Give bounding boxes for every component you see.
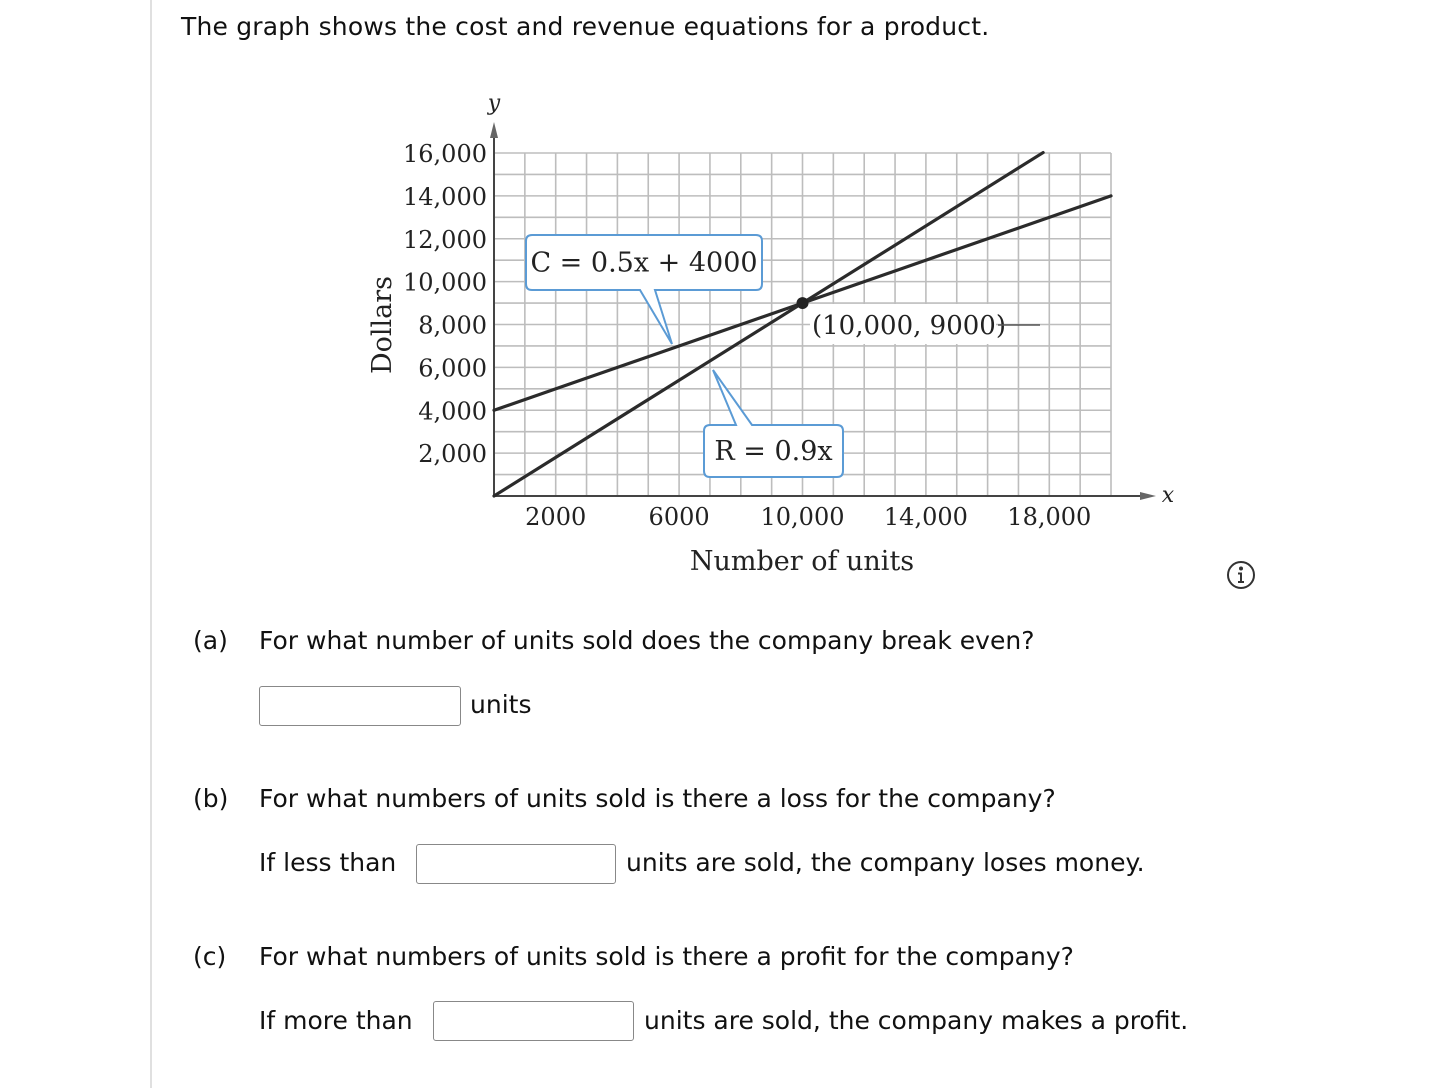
y-tick-label: 16,000	[403, 140, 487, 168]
profit-threshold-input[interactable]	[433, 1001, 634, 1041]
y-tick-label: 2,000	[418, 440, 487, 469]
info-circle-icon[interactable]	[1226, 560, 1256, 590]
x-axis-arrow	[1140, 492, 1156, 500]
part-b-question: For what numbers of units sold is there a loss for the company?	[259, 784, 1056, 813]
y-tick-label: 6,000	[418, 354, 487, 383]
part-a-letter: (a)	[193, 626, 228, 655]
part-b-prefix: If less than	[259, 848, 397, 877]
part-c-prefix: If more than	[259, 1006, 413, 1035]
part-a-question: For what number of units sold does the company break even?	[259, 626, 1035, 655]
intro-text: The graph shows the cost and revenue equations for a product.	[181, 12, 990, 41]
y-tick-label: 8,000	[418, 311, 487, 340]
revenue-equation-label: R = 0.9x	[714, 436, 833, 467]
part-b-letter: (b)	[193, 784, 229, 813]
x-tick-label: 14,000	[883, 503, 968, 531]
x-tick-label: 18,000	[1007, 503, 1092, 531]
part-c-question: For what numbers of units sold is there a profit for the company?	[259, 942, 1074, 971]
y-axis-arrow	[490, 122, 498, 138]
intersection-point	[797, 297, 809, 309]
x-tick-label: 6000	[648, 503, 710, 531]
part-a-units-label: units	[470, 690, 532, 719]
point-label: (10,000, 9000)	[812, 311, 1006, 341]
y-tick-label: 12,000	[403, 225, 487, 254]
x-tick-label: 2000	[525, 503, 587, 531]
part-c-letter: (c)	[193, 942, 227, 971]
part-c-suffix: units are sold, the company makes a profit.	[644, 1006, 1189, 1035]
part-b-suffix: units are sold, the company loses money.	[626, 848, 1145, 877]
y-tick-label: 10,000	[403, 268, 487, 297]
x-tick-label: 10,000	[760, 503, 845, 531]
y-tick-label: 4,000	[418, 397, 487, 426]
break-even-units-input[interactable]	[259, 686, 461, 726]
x-axis-letter: x	[1161, 483, 1175, 508]
y-axis-label: Dollars	[367, 275, 398, 375]
cost-equation-label: C = 0.5x + 4000	[530, 247, 758, 279]
y-tick-label: 14,000	[403, 182, 487, 211]
loss-threshold-input[interactable]	[416, 844, 616, 884]
x-axis-label: Number of units	[689, 546, 915, 577]
y-axis-letter: y	[487, 91, 501, 116]
